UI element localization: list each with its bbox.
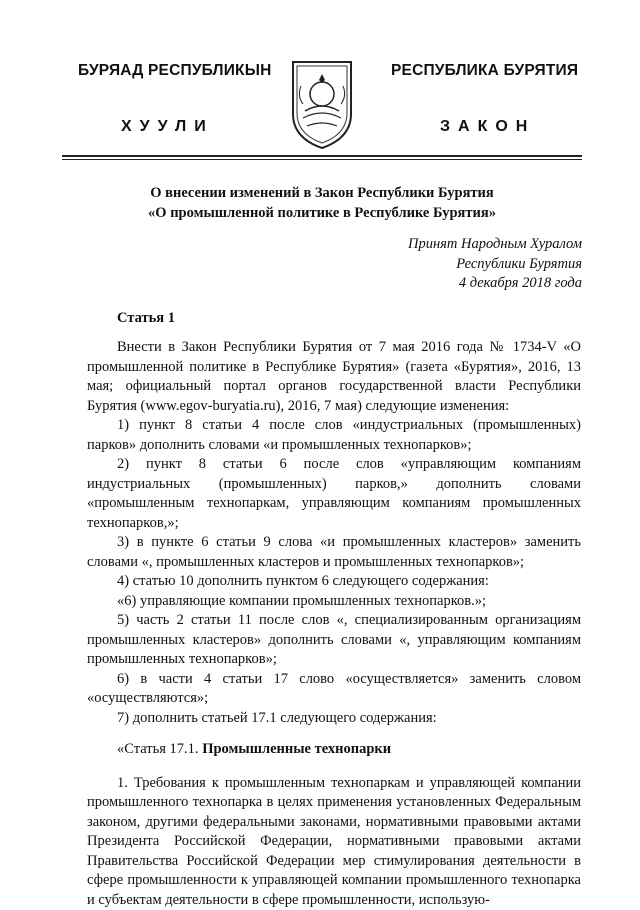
header-right-republic: РЕСПУБЛИКА БУРЯТИЯ [391,62,578,80]
subarticle-title: Промышленные технопарки [202,741,391,757]
title-line: «О промышленной политике в Республике Бурятия» [62,204,582,224]
subarticle-heading [87,740,581,760]
adoption-line: Принят Народным Хуралом [300,235,582,255]
document-title [62,184,582,223]
paragraph: Внести в Закон Республики Бурятия от 7 мая 2016 года № 1734-V «О промышленной политике в Республике Бурятия» (газета «Бурятия», 2016, 13 мая; официальный портал органов государственной власти Республики Бурятия (www.egov-buryatia.ru), 2016, 7 мая) следующие изменения: [87,338,581,416]
header-left-republic: БУРЯАД РЕСПУБЛИКЫН [78,62,271,80]
adoption-line: Республики Бурятия [300,255,582,275]
header-left-law: ХУУЛИ [121,118,214,136]
article-body [87,338,581,910]
paragraph: 4) статью 10 дополнить пунктом 6 следующего содержания: [87,572,581,592]
header-rule-thin [62,159,582,160]
subarticle-prefix: «Статья 17.1. [117,741,199,757]
paragraph: «6) управляющие компании промышленных технопарков.»; [87,592,581,612]
paragraph: 1) пункт 8 статьи 4 после слов «индустриальных (промышленных) парков» дополнить словами «и промышленных технопарков»; [87,416,581,455]
paragraph: 5) часть 2 статьи 11 после слов «, специализированным организациям промышленных кластеров» дополнить словами «, управляющим компаниям промышленных технопарков»; [87,611,581,670]
adoption-date: 4 декабря 2018 года [300,274,582,294]
paragraph: 3) в пункте 6 статьи 9 слова «и промышленных кластеров» заменить словами «, промышленных кластеров и промышленных технопарков»; [87,533,581,572]
paragraph: 7) дополнить статьей 17.1 следующего содержания: [87,709,581,729]
paragraph: 6) в части 4 статьи 17 слово «осуществляется» заменить словом «осуществляются»; [87,670,581,709]
coat-of-arms-icon [287,56,357,152]
final-paragraph: 1. Требования к промышленным технопаркам и управляющей компании промышленного технопарка в целях применения установленных Федеральным законом, другими федеральными законами, нормативными правовыми актами Президента Российской Федерации, нормативными правовыми актами Правительства Российской Федерации мер стимулирования деятельности в сфере промышленности к управляющей компании промышленного технопарка и субъектам деятельности в сфере промышленности, использую- [87,774,581,910]
title-line: О внесении изменений в Закон Республики Бурятия [62,184,582,204]
header-rule [62,155,582,157]
paragraph: 2) пункт 8 статьи 6 после слов «управляющим компаниям индустриальных (промышленных) парков,» дополнить словами «промышленным технопаркам, управляющим компаниям промышленных технопарков,»; [87,455,581,533]
header-right-law: ЗАКОН [440,118,535,136]
adoption-note [300,235,582,294]
article-heading: Статья 1 [117,309,175,329]
